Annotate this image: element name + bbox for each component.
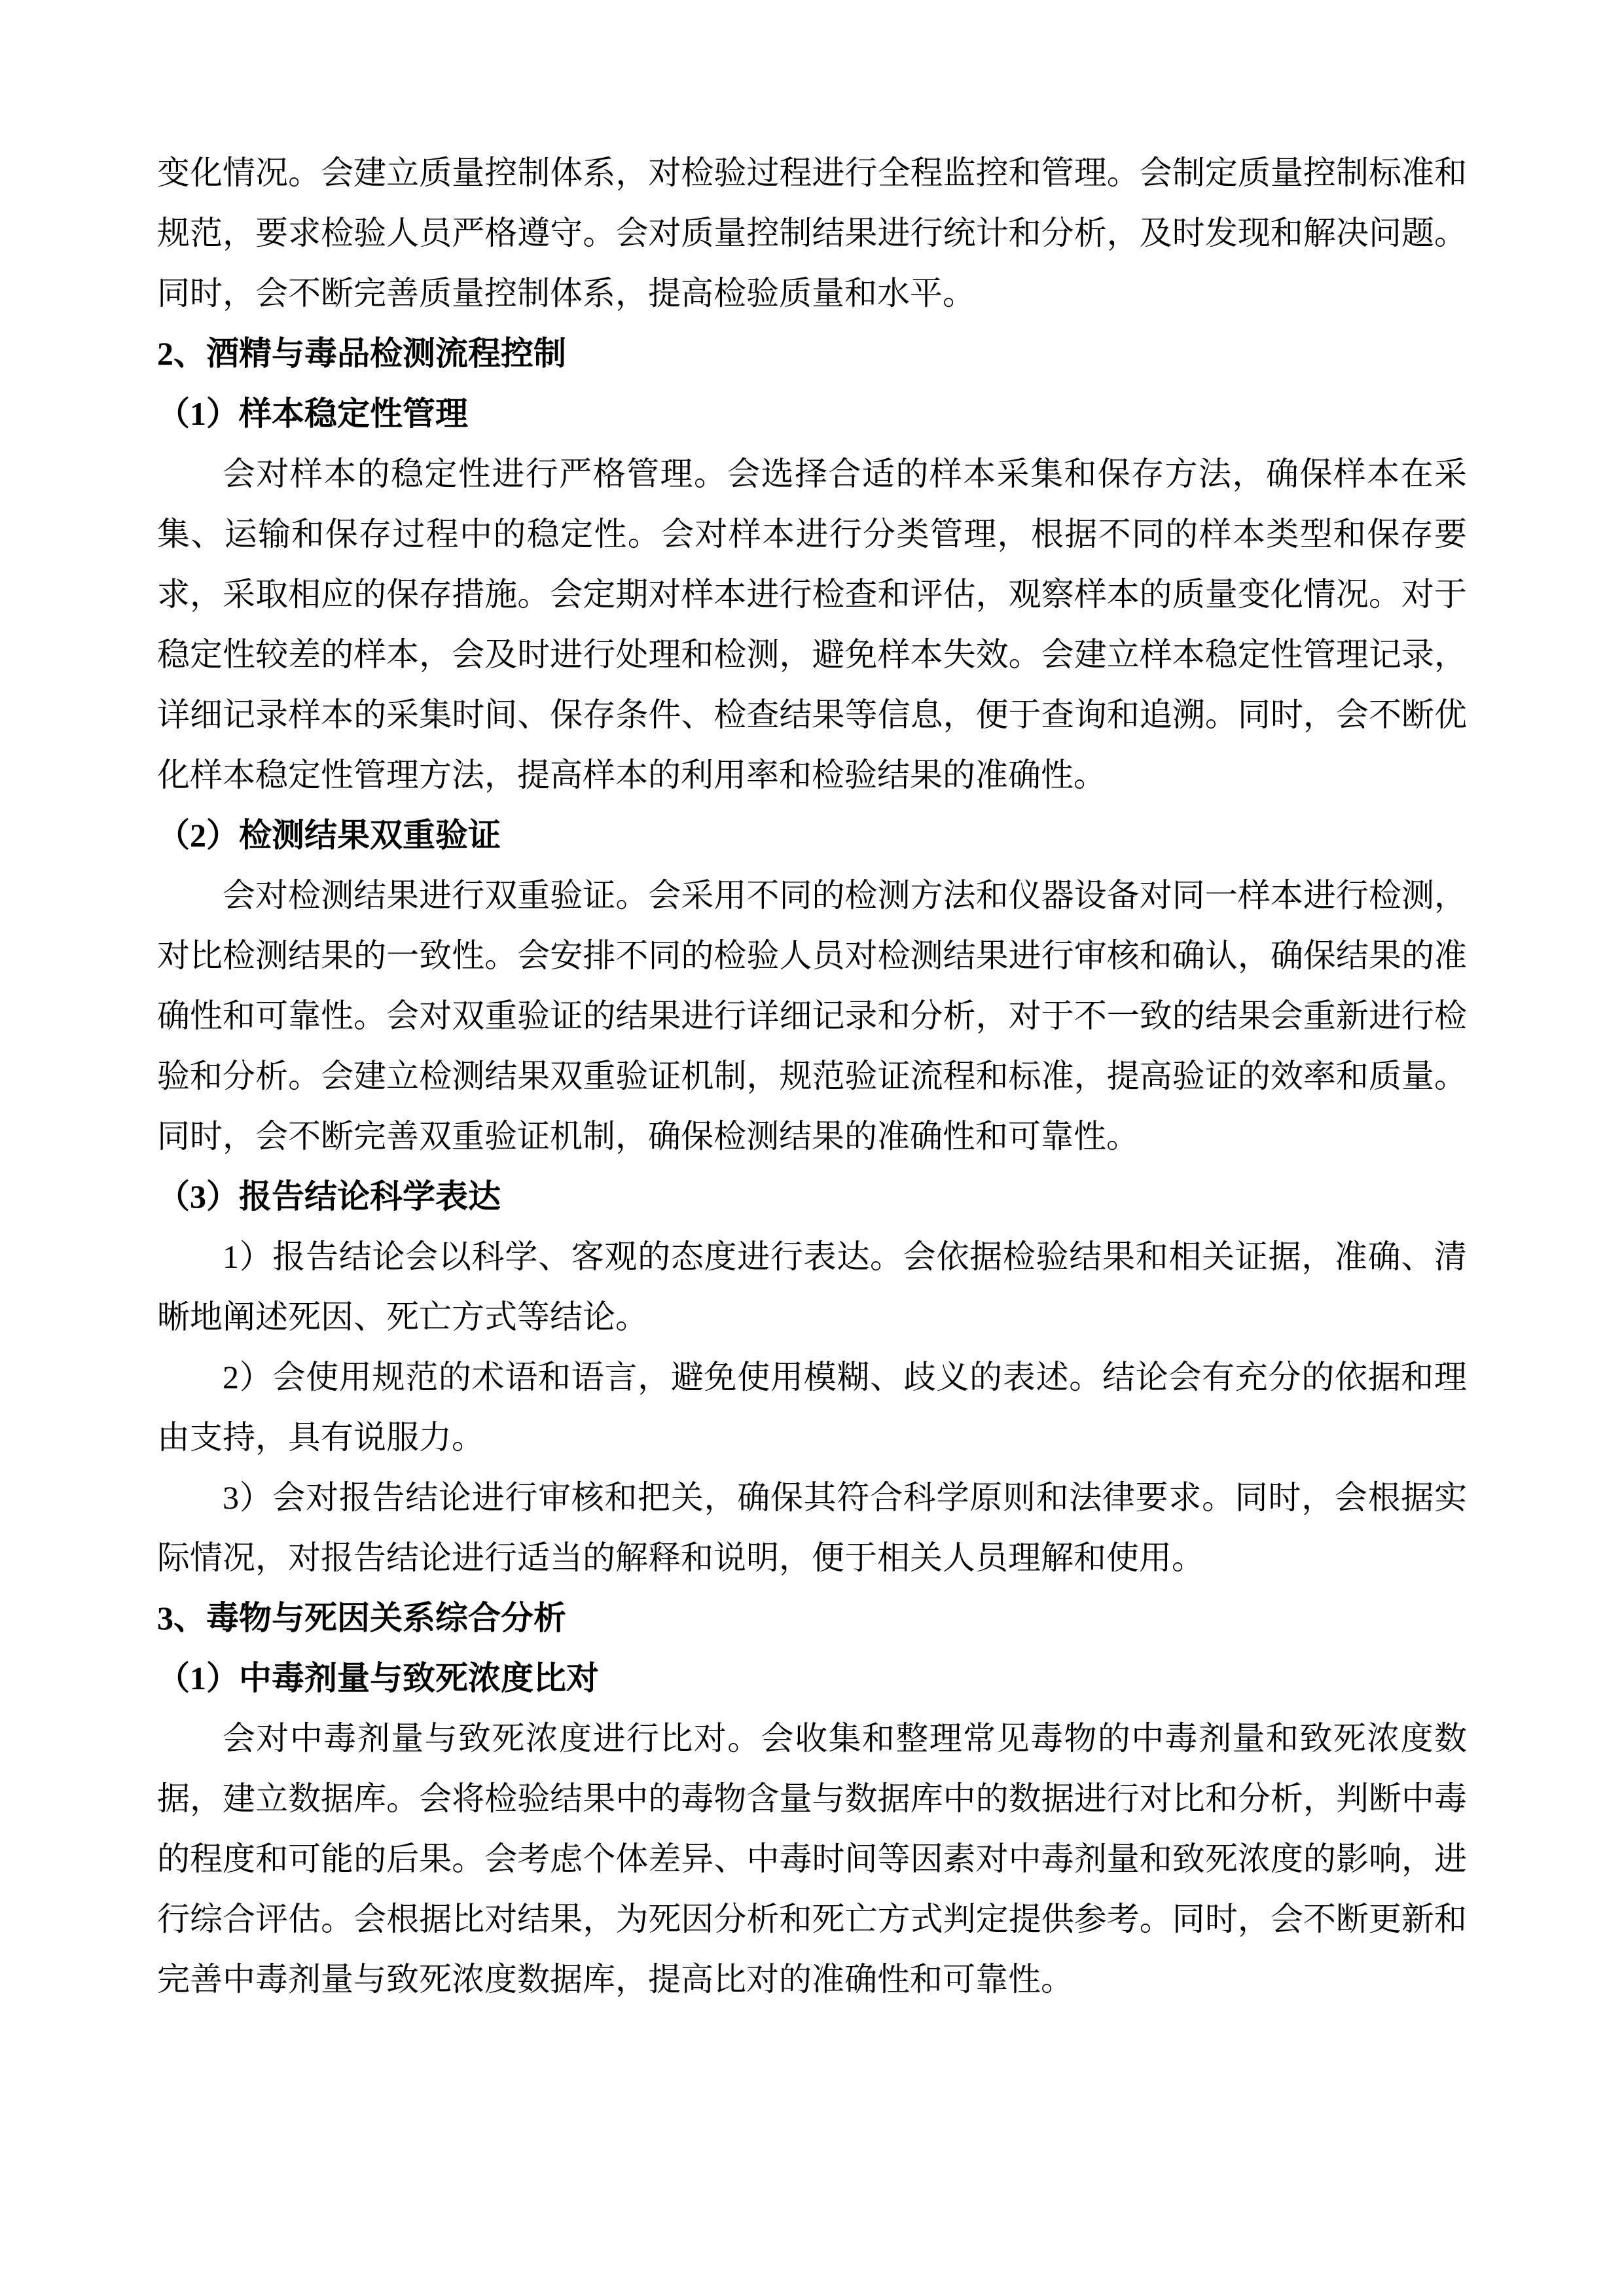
sub-heading-1-dose-lethal-concentration: （1）中毒剂量与致死浓度比对 bbox=[157, 1660, 599, 1696]
sub-heading-3-report-conclusion: （3）报告结论科学表达 bbox=[157, 1178, 501, 1215]
paragraph-double-verification: 会对检测结果进行双重验证。会采用不同的检测方法和仪器设备对同一样本进行检测，对比检测结果的一致性。会安排不同的检验人员对检测结果进行审核和确认，确保结果的准确性和可靠性。会对双重验证的结果进行详细记录和分析，对于不一致的结果会重新进行检验和分析。会建立检测结果双重验证机制，规范验证流程和标准，提高验证的效率和质量。同时，会不断完善双重验证机制，确保检测结果的准确性和可靠性。 bbox=[157, 877, 1467, 1155]
section-heading-2-alcohol-drug-testing: 2、酒精与毒品检测流程控制 bbox=[157, 335, 566, 372]
document-content bbox=[157, 143, 1467, 2009]
sub-heading-2-double-verification: （2）检测结果双重验证 bbox=[157, 817, 501, 853]
paragraph-quality-control-continuation: 变化情况。会建立质量控制体系，对检验过程进行全程监控和管理。会制定质量控制标准和规范，要求检验人员严格遵守。会对质量控制结果进行统计和分析，及时发现和解决问题。同时，会不断完善质量控制体系，提高检验质量和水平。 bbox=[157, 154, 1467, 312]
paragraph-sample-stability: 会对样本的稳定性进行严格管理。会选择合适的样本采集和保存方法，确保样本在采集、运输和保存过程中的稳定性。会对样本进行分类管理，根据不同的样本类型和保存要求，采取相应的保存措施。会定期对样本进行检查和评估，观察样本的质量变化情况。对于稳定性较差的样本，会及时进行处理和检测，避免样本失效。会建立样本稳定性管理记录，详细记录样本的采集时间、保存条件、检查结果等信息，便于查询和追溯。同时，会不断优化样本稳定性管理方法，提高样本的利用率和检验结果的准确性。 bbox=[157, 456, 1467, 793]
paragraph-report-conclusion-item-2: 2）会使用规范的术语和语言，避免使用模糊、歧义的表述。结论会有充分的依据和理由支持，具有说服力。 bbox=[157, 1359, 1467, 1456]
paragraph-dose-lethal-concentration: 会对中毒剂量与致死浓度进行比对。会收集和整理常见毒物的中毒剂量和致死浓度数据，建立数据库。会将检验结果中的毒物含量与数据库中的数据进行对比和分析，判断中毒的程度和可能的后果。会考虑个体差异、中毒时间等因素对中毒剂量和致死浓度的影响，进行综合评估。会根据比对结果，为死因分析和死亡方式判定提供参考。同时，会不断更新和完善中毒剂量与致死浓度数据库，提高比对的准确性和可靠性。 bbox=[157, 1720, 1467, 1998]
section-heading-3-toxin-cause-of-death: 3、毒物与死因关系综合分析 bbox=[157, 1600, 566, 1636]
paragraph-report-conclusion-item-3: 3）会对报告结论进行审核和把关，确保其符合科学原则和法律要求。同时，会根据实际情况，对报告结论进行适当的解释和说明，便于相关人员理解和使用。 bbox=[157, 1479, 1467, 1576]
sub-heading-1-sample-stability: （1）样本稳定性管理 bbox=[157, 395, 468, 432]
paragraph-report-conclusion-item-1: 1）报告结论会以科学、客观的态度进行表达。会依据检验结果和相关证据，准确、清晰地阐述死因、死亡方式等结论。 bbox=[157, 1238, 1467, 1335]
